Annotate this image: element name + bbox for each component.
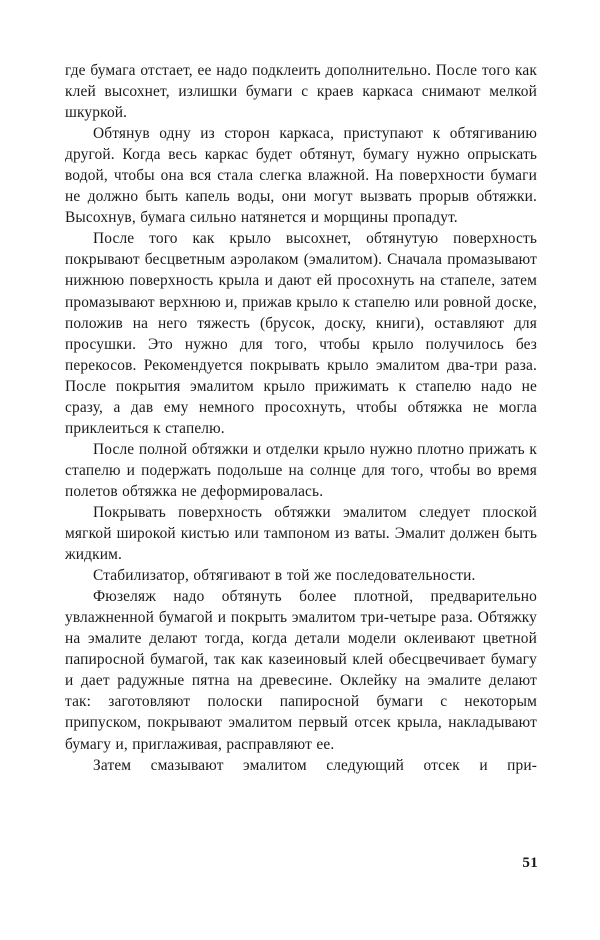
paragraph: После полной обтяжки и отделки крыло нужно плотно прижать к стапелю и подержать подольше на солнце для того, чтобы во время полетов обтяжка не деформировалась. (65, 440, 537, 500)
paragraph: Покрывать поверхность обтяжки эмалитом следует плоской мягкой широкой кистью или тампоном из ваты. Эмалит должен быть жидким. (65, 503, 537, 564)
paragraph: Фюзеляж надо обтянуть более плотной, предварительно увлажненной бумагой и покрыть эмалитом три-четыре раза. Обтяжку на эмалите делают тогда, когда детали модели оклеивают цветной папиросной бумагой, так как казеиновый клей обесцвечивает бумагу и дает радужные пятна на древесине. Оклейку на эмалите делают так: заготовляют полоски папиросной бумаги с некоторым припуском, покрывают эмалитом первый отсек крыла, накладывают бумагу и, приглаживая, расправляют ее. (65, 588, 537, 753)
paragraph: Обтянув одну из сторон каркаса, приступают к обтягиванию другой. Когда весь каркас будет обтянут, бумагу нужно опрыскать водой, чтобы она вся стала слегка влажной. На поверхности бумаги не должно быть капель воды, они могут вызвать прорыв обтяжки. Высохнув, бумага сильно натянется и морщины пропадут. (65, 125, 537, 227)
page-number: 51 (522, 855, 538, 871)
paragraph: Стабилизатор, обтягивают в той же последовательности. (93, 567, 476, 585)
paragraph: где бумага отстает, ее надо подклеить дополнительно. После того как клей высохнет, излишки бумаги с краев каркаса снимают мелкой шкуркой. (65, 62, 537, 122)
paragraph: После того как крыло высохнет, обтянутую поверхность покрывают бесцветным аэролаком (эмалитом). Сначала промазывают нижнюю поверхность крыла и дают ей просохнуть на стапеле, затем промазывают верхнюю и, прижав крыло к стапелю или ровной доске, положив на него тяжесть (брусок, доску, книги), оставляют для просушки. Это нужно для того, чтобы крыло получилось без перекосов. Рекомендуется покрывать крыло эмалитом два-три раза. После покрытия эмалитом крыло прижимать к стапелю надо не сразу, а дав ему немного просохнуть, чтобы обтяжка не могла приклеиться к стапелю. (65, 230, 537, 437)
paragraph: Затем смазывают эмалитом следующий отсек и при- (93, 756, 537, 774)
page-text-block (65, 60, 537, 776)
